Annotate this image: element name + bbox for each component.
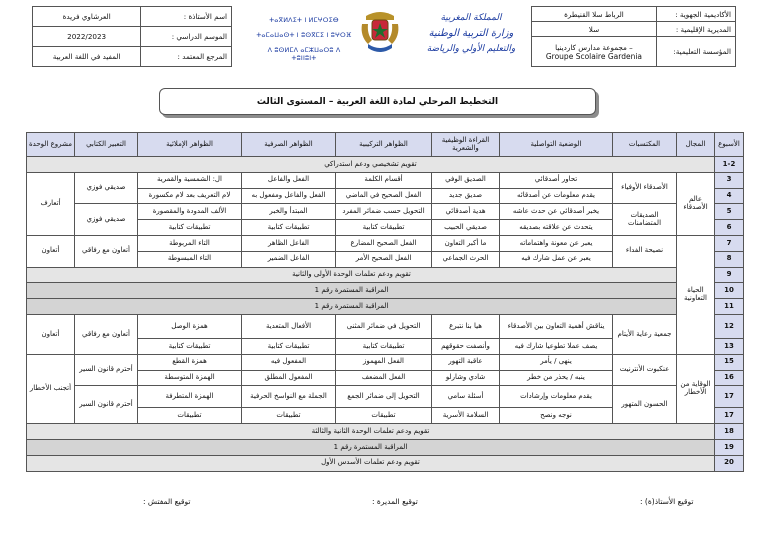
prior-cell: جمعية رعاية الأيتام — [613, 314, 677, 354]
cell: تطبيقات كتابية — [242, 220, 336, 236]
teacher-label: اسم الأستاذة : — [141, 7, 232, 27]
week-cell: 6 — [715, 220, 744, 236]
cell: الهمزة المتطرفة — [138, 386, 242, 408]
table-row — [27, 172, 744, 188]
table-row — [27, 283, 744, 299]
cell: الألف المدودة والمقصورة — [138, 204, 242, 220]
cell: تطبيقات — [138, 408, 242, 424]
band-cell: تقويم تشخيصي ودعم استدراكي — [27, 157, 715, 173]
school-label: المؤسسة التعليمية: — [656, 37, 735, 67]
writing-cell: أحترم قانون السير — [75, 354, 138, 386]
cell: الصديق الوفي — [432, 172, 500, 188]
directorate-label: المديرية الإقليمية : — [656, 22, 735, 37]
col-domain: المجال — [677, 133, 715, 157]
week-cell: 19 — [715, 439, 744, 455]
prior-cell: الحسون المتهور — [613, 386, 677, 424]
cell: تطبيقات — [336, 408, 432, 424]
col-reading: القراءة الوظيفية والشعرية — [432, 133, 500, 157]
col-prior: المكتسبات — [613, 133, 677, 157]
cell: المبتدأ والخبر — [242, 204, 336, 220]
week-cell: 1-2 — [715, 157, 744, 173]
cell: هيا بنا نتبرع — [432, 314, 500, 338]
cell: الجملة مع النواسخ الحرفية — [242, 386, 336, 408]
ministry-sub-ar: والتعليم الأولي والرياضة — [426, 44, 516, 54]
col-syntax: الظواهر التركيبية — [336, 133, 432, 157]
cell: الفاعل الضمير — [242, 251, 336, 267]
cell: يقدم معلومات عن أصدقائه — [500, 188, 613, 204]
week-cell: 16 — [715, 370, 744, 386]
col-communication: الوضعية التواصلية — [500, 133, 613, 157]
cell: التاء المربوطة — [138, 235, 242, 251]
kingdom-name-ar: المملكة المغربية — [440, 13, 502, 23]
cell: الفعل الصحيح في الماضي — [336, 188, 432, 204]
cell: وأنصفت حقوقهم — [432, 338, 500, 354]
cell: أقسام الكلمة — [336, 172, 432, 188]
writing-cell: صديقي فوزي — [75, 172, 138, 204]
cell: التحويل في ضمائر المثنى — [336, 314, 432, 338]
cell: تطبيقات كتابية — [138, 220, 242, 236]
school-value — [532, 37, 657, 67]
domain-cell: عالم الأصدقاء — [677, 172, 715, 235]
table-row — [27, 235, 744, 251]
band-cell: تقويم ودعم تعلمات الوحدة الثانية والثالثة — [27, 424, 715, 440]
cell: صديقي الحبيب — [432, 220, 500, 236]
week-cell: 17 — [715, 408, 744, 424]
table-row — [27, 204, 744, 220]
cell: يصف عملا تطوعيا شارك فيه — [500, 338, 613, 354]
project-cell: أتجنب الأخطار — [27, 354, 75, 423]
table-row — [27, 386, 744, 408]
week-cell: 10 — [715, 283, 744, 299]
col-spelling: الظواهر الإملائية — [138, 133, 242, 157]
cell: تطبيقات كتابية — [336, 220, 432, 236]
week-cell: 11 — [715, 299, 744, 315]
band-cell: المراقبة المستمرة رقم 1 — [27, 283, 677, 299]
week-cell: 9 — [715, 267, 744, 283]
cell: تطبيقات كتابية — [336, 338, 432, 354]
cell: السلامة الأسرية — [432, 408, 500, 424]
cell: شادي وشارلو — [432, 370, 500, 386]
domain-cell: الوقاية من الأخطار — [677, 354, 715, 423]
project-cell: أتعاون — [27, 235, 75, 267]
writing-cell: أحترم قانون السير — [75, 386, 138, 424]
cell: الأفعال المتعدية — [242, 314, 336, 338]
cell: الفعل المضعف — [336, 370, 432, 386]
planning-table — [26, 132, 744, 472]
table-header-row — [27, 133, 744, 157]
writing-cell: أتعاون مع رفاقي — [75, 235, 138, 267]
cell: الفعل الصحيح الأمر — [336, 251, 432, 267]
header-info-right — [531, 6, 736, 67]
cell: الهمزة المتوسطة — [138, 370, 242, 386]
prior-cell: عنكبوت الأنترنيت — [613, 354, 677, 386]
writing-cell: أتعاون مع رفاقي — [75, 314, 138, 354]
cell: ال: الشمسية والقمرية — [138, 172, 242, 188]
cell: التاء المبسوطة — [138, 251, 242, 267]
cell: ينبه / يحذر من خطر — [500, 370, 613, 386]
table-row — [27, 354, 744, 370]
band-cell: تقويم ودعم تعلمات الوحدة الأولى والثانية — [27, 267, 677, 283]
cell: عاقبة التهور — [432, 354, 500, 370]
cell: تحاور أصدقائي — [500, 172, 613, 188]
table-row — [27, 439, 744, 455]
school-name-fr: Groupe Scolaire Gardenia — [545, 51, 643, 61]
cell: همزة القطع — [138, 354, 242, 370]
cell: تطبيقات كتابية — [242, 338, 336, 354]
table-row — [27, 157, 744, 173]
week-cell: 17 — [715, 386, 744, 408]
week-cell: 15 — [715, 354, 744, 370]
ministry-header — [246, 10, 526, 64]
prior-cell: الأصدقاء الأوفياء — [613, 172, 677, 204]
band-cell: تقويم ودعم تعلمات الأسدس الأول — [27, 455, 715, 471]
band-cell: المراقبة المستمرة رقم 1 — [27, 299, 677, 315]
col-morphology: الظواهر الصرفية — [242, 133, 336, 157]
teacher-value: العرشاوي فريدة — [33, 7, 141, 27]
cell: يقدم معلومات وإرشادات — [500, 386, 613, 408]
season-label: الموسم الدراسي : — [141, 27, 232, 47]
ministry-name-tif: ⵜⴰⵎⴰⵡⴰⵙⵜ ⵏ ⵓⵙⴳⵎⵉ ⵏ ⵓⵖⵔⴼ — [256, 31, 352, 39]
week-cell: 4 — [715, 188, 744, 204]
cell: صديق جديد — [432, 188, 500, 204]
project-cell: أتعارف — [27, 172, 75, 235]
cell: المفعول فيه — [242, 354, 336, 370]
cell: ما أكبر التعاون — [432, 235, 500, 251]
coat-of-arms-icon — [358, 10, 402, 56]
cell: الفعل المهموز — [336, 354, 432, 370]
director-signature: توقيع المديرة : — [372, 497, 418, 506]
school-name-ar: – مجموعة مدارس كاردينيا — [555, 42, 633, 52]
cell: أسئلة سامي — [432, 386, 500, 408]
cell: لام التعريف بعد لام مكسورة — [138, 188, 242, 204]
week-cell: 5 — [715, 204, 744, 220]
kingdom-name-tif: ⵜⴰⴳⵍⴷⵉⵜ ⵏ ⵍⵎⵖⵔⵉⴱ — [269, 16, 339, 24]
teacher-signature: توقيع الأستاذ(ة) : — [640, 497, 694, 506]
reference-label: المرجع المعتمد : — [141, 47, 232, 67]
band-cell: المراقبة المستمرة رقم 1 — [27, 439, 715, 455]
week-cell: 7 — [715, 235, 744, 251]
table-row — [27, 299, 744, 315]
col-week: الأسبوع — [715, 133, 744, 157]
table-row — [27, 267, 744, 283]
table-row — [27, 314, 744, 338]
page-title: التخطيط المرحلي لمادة اللغة العربية – المستوى الثالث — [159, 88, 596, 115]
cell: التحويل حسب ضمائر المفرد — [336, 204, 432, 220]
cell: ينهى / يأمر — [500, 354, 613, 370]
cell: يعبر عن معونة واهتماماته — [500, 235, 613, 251]
table-row — [27, 455, 744, 471]
prior-cell: نصيحة الفداء — [613, 235, 677, 267]
week-cell: 3 — [715, 172, 744, 188]
academy-label: الأكاديمية الجهوية : — [656, 7, 735, 22]
directorate-value: سلا — [532, 22, 657, 37]
week-cell: 13 — [715, 338, 744, 354]
week-cell: 18 — [715, 424, 744, 440]
header-info-left — [32, 6, 232, 67]
prior-cell: الصديقات المتضامنات — [613, 204, 677, 236]
cell: الفاعل الظاهر — [242, 235, 336, 251]
ministry-name-ar: وزارة التربية الوطنية — [428, 28, 514, 39]
cell: تطبيقات — [242, 408, 336, 424]
cell: همزة الوصل — [138, 314, 242, 338]
project-cell: أتعاون — [27, 314, 75, 354]
inspector-signature: توقيع المفتش : — [143, 497, 191, 506]
cell: يتحدث عن علاقته بصديقه — [500, 220, 613, 236]
domain-cell: الحياة التعاونية — [677, 235, 715, 354]
cell: نوجه ونصح — [500, 408, 613, 424]
cell: التحويل إلى ضمائر الجمع — [336, 386, 432, 408]
reference-value: المفيد في اللغة العربية — [33, 47, 141, 67]
table-row — [27, 424, 744, 440]
cell: الحرث الجماعي — [432, 251, 500, 267]
ministry-sub-tif: ⴷ ⵓⵙⵍⵎⴷ ⴰⵎⵣⵡⴰⵔⵓ ⴷ ⵜⵓⵏⵏⵓⵏⵜ — [267, 46, 341, 62]
cell: هدية أصدقائي — [432, 204, 500, 220]
cell: يعبر عن عمل شارك فيه — [500, 251, 613, 267]
writing-cell: صديقي فوزي — [75, 204, 138, 236]
cell: المفعول المطلق — [242, 370, 336, 386]
season-value: 2022/2023 — [33, 27, 141, 47]
week-cell: 12 — [715, 314, 744, 338]
cell: الفعل والفاعل — [242, 172, 336, 188]
academy-value: الرباط سلا القنيطرة — [532, 7, 657, 22]
week-cell: 20 — [715, 455, 744, 471]
col-project: مشروع الوحدة — [27, 133, 75, 157]
cell: الفعل والفاعل ومفعول به — [242, 188, 336, 204]
week-cell: 8 — [715, 251, 744, 267]
col-writing: التعبير الكتابي — [75, 133, 138, 157]
cell: الفعل الصحيح المضارع — [336, 235, 432, 251]
cell: تطبيقات كتابية — [138, 338, 242, 354]
cell: يخبر أصدقائي عن حدث عاشه — [500, 204, 613, 220]
cell: يناقش أهمية التعاون بين الأصدقاء — [500, 314, 613, 338]
